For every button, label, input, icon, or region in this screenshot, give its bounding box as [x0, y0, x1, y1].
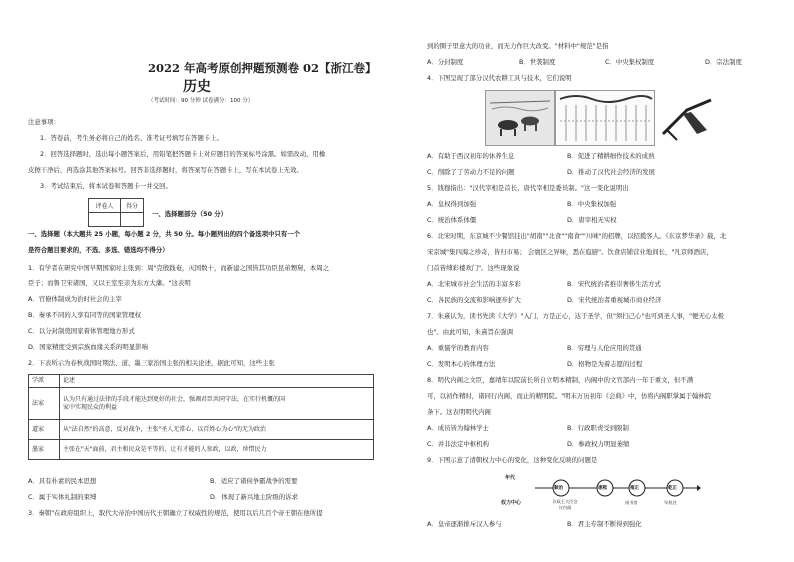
seed-drill-image — [555, 90, 655, 146]
q1-option-a: A．官僚体制成为治时社会的主宰 — [28, 295, 122, 303]
q8-option-d: D．参政权力明显萎缩 — [567, 440, 630, 448]
note-item: 1．答卷前，考生务必将自己的姓名、准考证号填写在答题卡上。 — [40, 134, 224, 142]
q4-option-a: A．有助于西汉初年的休养生息 — [427, 152, 515, 160]
table-header-text: 论述 — [60, 375, 374, 388]
q9-stem: 9．下图示意了清朝权力中心的变化，这种变化反映的问题是 — [427, 456, 598, 464]
q4-stem: 4．下图呈现了部分汉代农耕工具与技术，它们说明 — [427, 74, 572, 82]
note-item: 3．考试结束后，将本试卷和答题卡一并交回。 — [40, 182, 172, 190]
q7-option-a: A．重儒学的教育内容 — [427, 344, 489, 352]
table-cell-school: 道家 — [29, 420, 60, 440]
q6-option-d: D．宋代统治者重视城市商业经济 — [567, 296, 662, 304]
notes-heading: 注意事项： — [28, 118, 60, 126]
q6-stem: 6．北宋时期，东京城不少餐馆挂出"胡南""北食""南食""川味"的招牌，以招揽客人。《东京梦华录》载，北 — [427, 232, 727, 240]
table-header-school: 学派 — [29, 375, 60, 388]
q6-stem: 门首皆缚彩楼欢门"。这些现象说 — [427, 264, 520, 272]
table-cell-text: 认为只有通过法律的手段才能达到更好的社会，强调君臣共同守法，在实行机慨的国 — [63, 395, 286, 403]
diagram-node: 康熙 — [598, 486, 607, 491]
q8-option-c: C．并非法定中枢机构 — [427, 440, 489, 448]
diagram-sub: 南书房 — [625, 500, 638, 505]
exam-info: （考试时间：90 分钟 试卷满分：100 分） — [148, 98, 254, 104]
q7-option-d: D．格物是为着志愿的过程 — [567, 360, 643, 368]
q9-option-a: A．皇帝逐渐排斥汉人参与 — [427, 520, 502, 528]
q9-option-b: B．君主专制不断得到强化 — [567, 520, 642, 528]
diagram-sub: 军机处 — [664, 500, 677, 505]
section-heading: 一、选择题部分（50 分） — [152, 210, 228, 218]
q5-stem: 5．钱穆指出："汉代宰相是首长，唐代宰相是委员制。"这一变化说明出 — [427, 184, 629, 192]
q4-option-c: C．削除了了劳动力不足的问题 — [427, 168, 515, 176]
table-cell-school: 法家 — [29, 388, 60, 420]
q3-option-d: D．宗法制度 — [705, 58, 742, 66]
score-box-label-2: 得分 — [121, 199, 144, 213]
q6-stem: 宋京城"集四海之珍奇，皆归市易； 会寰区之异味，悉在庖厨"。饮食店铺营业地间长，"凡京师酒店， — [427, 248, 713, 256]
q3-stem-cont: 到的圈子里意大的功业，而无力作巨大改变。"材料中"规范"是指 — [427, 42, 609, 50]
table-cell-text: 家中实现民众的利益 — [63, 403, 118, 411]
q7-option-c: C．发明本心的体理方法 — [427, 360, 496, 368]
ox-plowing-image — [485, 90, 555, 146]
right-column — [415, 0, 785, 562]
diagram-node: 雍正 — [630, 486, 639, 491]
q1-stem: 1．有学者在研究中国早期国家时主张到：周"克殷践奄，灭国数十，而新建之国皆其功臣昆弟甥舅，本周之 — [28, 264, 329, 272]
q9-diagram — [501, 470, 701, 516]
note-item: 皮擦干净后，再选涂其他答案标号。回答非选择题时，将答案写在答题卡上，写在本试卷上无效。 — [28, 166, 303, 174]
q4-option-b: B．促进了精耕细作技术的成熟 — [567, 152, 655, 160]
q2-option-a: A．具有朴素的民本思想 — [28, 477, 97, 485]
q3-option-a: A．分封制度 — [427, 58, 464, 66]
q1-option-b: B．秦承不同的人享有同等的国家管理权 — [28, 311, 142, 319]
q2-table — [28, 374, 374, 460]
q3-option-c: C．中央集权制度 — [605, 58, 655, 66]
q6-option-b: B．宋代统治者推崇奢侈生活方式 — [567, 280, 661, 288]
q3-stem: 3．秦朝"在政府组织上，取代大帝治中国历代王朝确立了权威性的规范，使用以后几百个帝王朝在他所提 — [28, 509, 323, 517]
choice-intro: 是符合题目要求的，不选、多选、错选均不得分） — [28, 246, 169, 254]
choice-intro: 一、选择题（本大题共 25 小题，每小题 2 分，共 50 分。每小题列出的四个备选项中只有一个 — [28, 230, 301, 238]
q7-stem: 7．朱熹认为，读书先读《大学》"入门，方是正心，达于圣学，但"须扫己心"也可到圣人事，"便无心太极 — [427, 312, 725, 320]
q2-option-d: D．体现了新兴地主阶级的诉求 — [210, 493, 298, 501]
q2-stem: 2．下表所示为春秋战国时期法、道、墨三家治国主张的相关论述，据此可知，这些主张 — [28, 359, 275, 367]
diagram-node: 顺治 — [554, 486, 563, 491]
table-cell-text: 从"法自然"的高意，反对战争，主张"圣人无常心，以百姓心为心"的无为政治 — [60, 420, 374, 440]
q3-option-b: B．世袭制度 — [519, 58, 556, 66]
diagram-label-era: 年代 — [505, 475, 516, 481]
plough-image — [657, 90, 719, 144]
q1-stem: 臣子；而鲁卫宋诸国，又以王室至亲为东方大藩。"这表明 — [28, 279, 191, 287]
q5-option-d: D．唐宰相无实权 — [567, 216, 617, 224]
q4-option-d: D．推动了汉代社会经济的发展 — [567, 168, 655, 176]
q8-stem: 条下。这表明明代内阁 — [427, 408, 491, 416]
q5-option-c: C．统治体系体僵 — [427, 216, 477, 224]
q6-option-c: C．各民族的交流和影响逐步扩大 — [427, 296, 521, 304]
q5-option-a: A．皇权得到加强 — [427, 200, 477, 208]
page-title: 2022 年高考原创押题预测卷 02【浙江卷】 — [148, 61, 377, 75]
diagram-sub: 议政王大臣会议内阁 — [552, 499, 578, 510]
q1-option-c: C．以分封制奠国家着体管理地方形式 — [28, 327, 135, 335]
q8-stem: 可，以初作精时，诸同行内阁，而止的精明院。"明末万历初年《会典》中，仿将内阁职掌属于翰林院 — [427, 392, 712, 400]
note-item: 2．回答选择题时，选出每小题答案后，用铅笔把答题卡上对应题目的答案标号涂黑。如需改动，用橡 — [40, 150, 326, 158]
score-box — [88, 198, 144, 227]
table-cell-school: 墨家 — [29, 440, 60, 460]
q2-option-c: C．属于实体礼制的束缚 — [28, 493, 97, 501]
q7-stem: 也"。由此可知，朱熹旨在强调 — [427, 328, 514, 336]
q2-option-b: B．适应了诸侯争霸战争的需要 — [210, 477, 298, 485]
q8-stem: 8．明代内阁之文臣，嘉靖年以院前长所自立明本精制，内阁中的文官部内一年于重文，但不满 — [427, 376, 694, 384]
diagram-node: 乾正 — [668, 486, 677, 491]
q5-option-b: B．中央集权加强 — [567, 200, 617, 208]
subject-title: 历史 — [183, 79, 211, 95]
q6-option-a: A．北宋城市社会生活的丰富多彩 — [427, 280, 521, 288]
q1-option-d: D．国家精度受到宗族血缘关系的明显影响 — [28, 343, 148, 351]
q7-option-b: B．穷理与人伦应用的贯通 — [567, 344, 642, 352]
diagram-label-center: 权力中心 — [501, 500, 522, 506]
table-cell-text: 主张在"天"面前，君主和民众是平等的，让有才能的人参政，以政，珍惜民力 — [60, 440, 374, 460]
q8-option-a: A．成员皆为翰林学士 — [427, 424, 489, 432]
score-box-label-1: 评卷人 — [89, 199, 121, 213]
q8-option-b: B．行政职责受到限制 — [567, 424, 629, 432]
